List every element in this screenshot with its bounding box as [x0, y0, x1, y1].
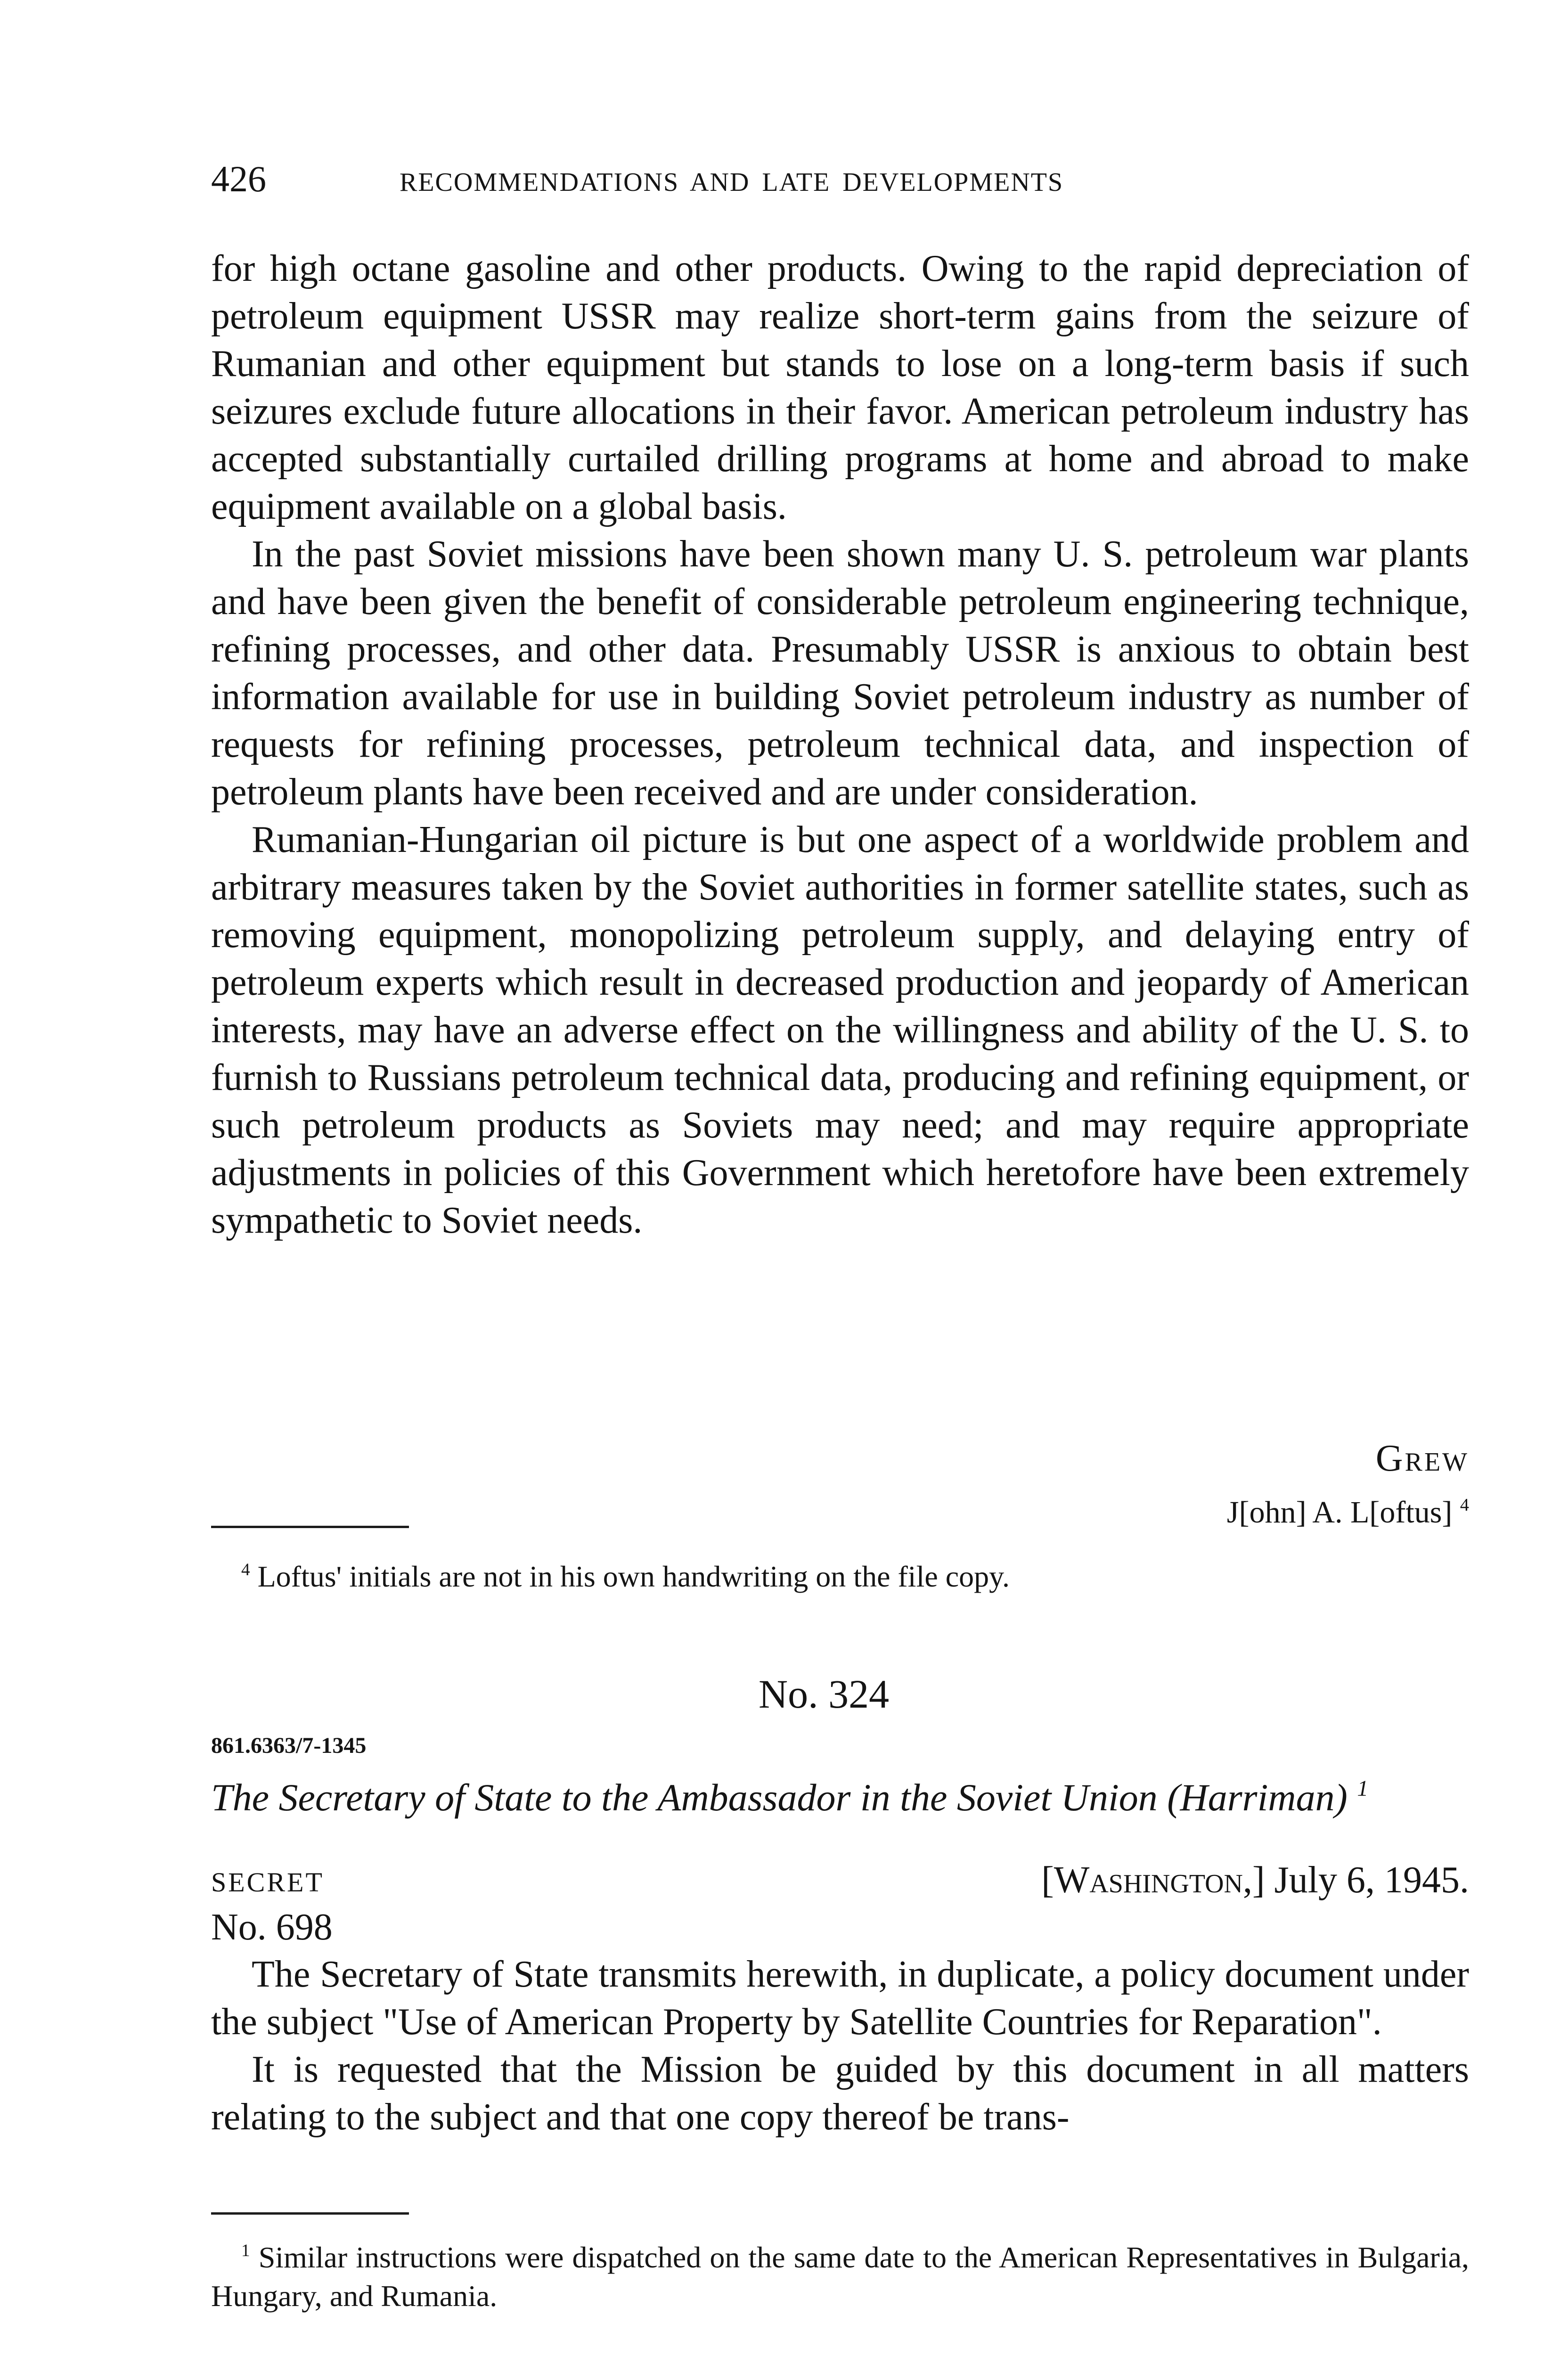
running-head: RECOMMENDATIONS AND LATE DEVELOPMENTS: [400, 168, 1064, 197]
classification-label: SECRET: [211, 1867, 324, 1898]
document-title-line: [211, 1772, 1368, 1824]
page-header: [211, 155, 1469, 207]
instruction-number: No. 698: [211, 1906, 333, 1948]
paragraph-rumanian-hungarian: Rumanian-Hungarian oil picture is but one aspect of a worldwide problem and arbitrary measures taken by the Soviet authorities in former satellite states, such as removing equipment, monopolizing petroleum supply, and delaying entry of petroleum experts which result in decreased production and jeopardy of American interests, may have an adverse effect on the willingness and ability of the U. S. to furnish to Russians petroleum technical data, producing and refining equipment, or such petroleum products as Soviets may need; and may require appropriate adjustments in policies of this Government which heretofore have been extremely sympathetic to Soviet needs.: [211, 819, 1469, 1241]
document-title: The Secretary of State to the Ambassador in the Soviet Union (Harriman): [211, 1776, 1348, 1819]
signature-initials: J[ohn] A. L[oftus]: [1226, 1495, 1453, 1530]
footnote-marker: 4: [241, 1560, 250, 1579]
footnote-similar-instructions: [211, 2238, 1469, 2315]
instruction-text-block: [211, 1951, 1469, 2141]
dateline: [1041, 1857, 1469, 1904]
file-reference: 861.6363/7-1345: [211, 1733, 367, 1758]
instruction-paragraph-transmittal: The Secretary of State transmits herewith, in duplicate, a policy document under the subject "Use of American Property by Satellite Countries for Reparation".: [211, 1954, 1469, 2043]
instruction-paragraph-guidance: It is requested that the Mission be guided by this document in all matters relating to the subject and that one copy thereof be trans-: [211, 2049, 1469, 2138]
dateline-place: [Washington,]: [1041, 1859, 1265, 1901]
dateline-date: July 6, 1945.: [1274, 1859, 1469, 1901]
footnote-divider: [211, 1526, 409, 1528]
footnote-text: Similar instructions were dispatched on the same date to the American Representatives in Bulgaria, Hungary, and Rumania.: [211, 2241, 1470, 2313]
footnote-marker: 1: [241, 2241, 250, 2260]
body-text-block: [211, 245, 1469, 1244]
title-footnote-marker: 1: [1357, 1776, 1369, 1801]
signature-initials-line: [1227, 1489, 1469, 1536]
signature-footnote-marker: 4: [1460, 1495, 1469, 1515]
page-number: 426: [211, 158, 266, 199]
signature-grew: Grew: [1375, 1438, 1469, 1479]
continuation-paragraph: for high octane gasoline and other products. Owing to the rapid depreciation of petroleum equipment USSR may realize short-term gains from the seizure of Rumanian and other equipment but stands to lose on a long-term basis if such seizures exclude future allocations in their favor. American petroleum industry has accepted substantially curtailed drilling programs at home and abroad to make equipment available on a global basis.: [211, 248, 1469, 527]
footnote-divider: [211, 2212, 409, 2215]
footnote-text: Loftus' initials are not in his own handwriting on the file copy.: [257, 1560, 1010, 1593]
paragraph-soviet-missions: In the past Soviet missions have been shown many U. S. petroleum war plants and have been given the benefit of considerable petroleum engineering technique, refining processes, and other data. Presumably USSR is anxious to obtain best information available for use in building Soviet petroleum industry as number of requests for refining processes, petroleum technical data, and inspection of petroleum plants have been received and are under consideration.: [211, 533, 1469, 813]
footnote-loftus: [211, 1557, 1469, 1596]
document-number: No. 324: [759, 1671, 890, 1717]
